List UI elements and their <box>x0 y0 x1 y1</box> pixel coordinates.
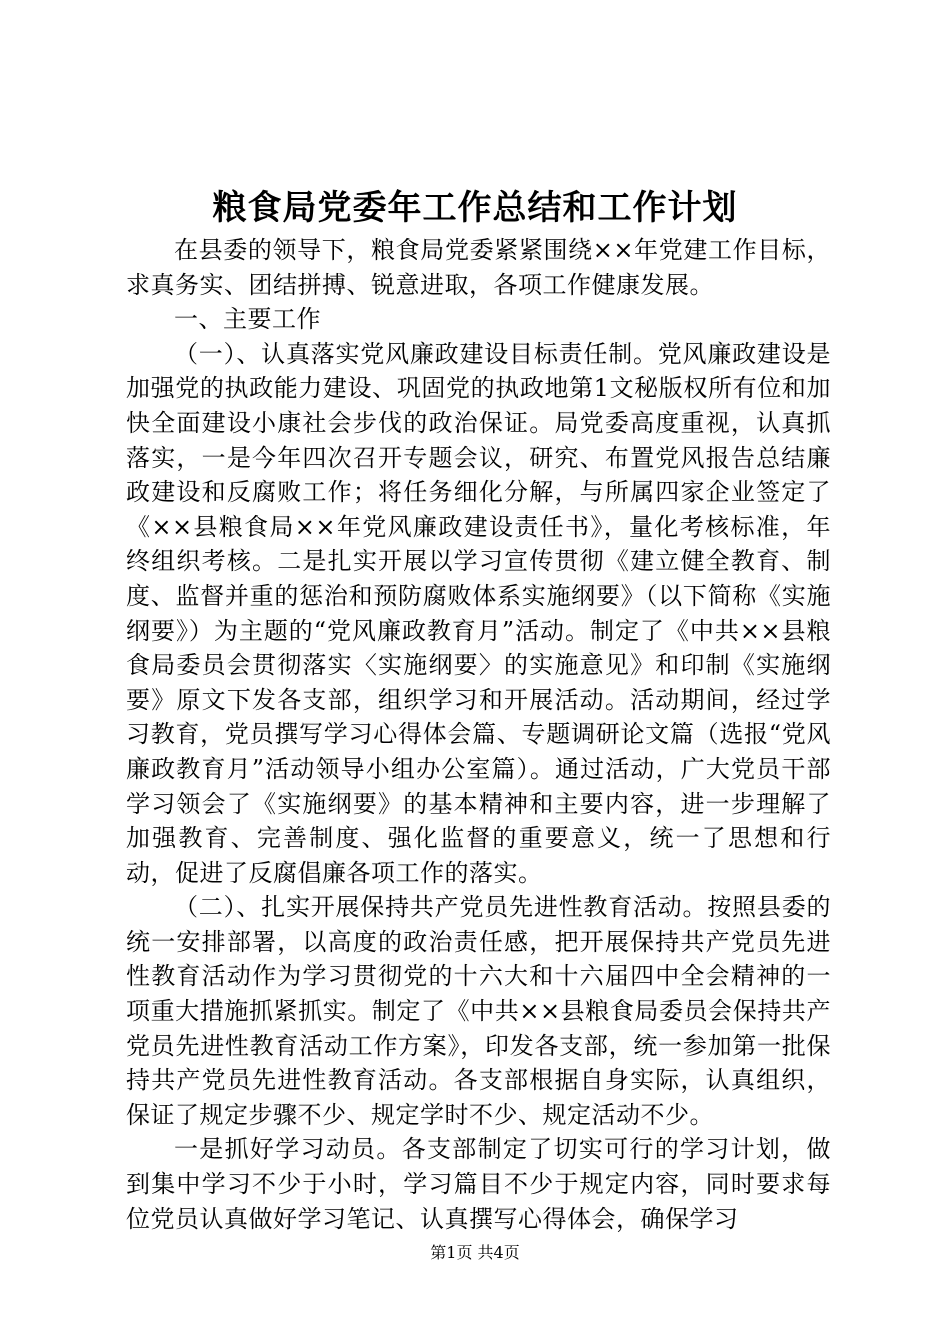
document-body <box>126 233 831 1236</box>
paragraph-study-mobilization: 一是抓好学习动员。各支部制定了切实可行的学习计划，做到集中学习不少于小时，学习篇目不少于规定内容，同时要求每位党员认真做好学习笔记、认真撰写心得体会，确保学习 <box>126 1135 831 1233</box>
paragraph-section-2: （二）、扎实开展保持共产党员先进性教育活动。按照县委的统一安排部署，以高度的政治责任感，把开展保持共产党员先进性教育活动作为学习贯彻党的十六大和十六届四中全会精神的一项重大措施抓紧抓实。制定了《中共××县粮食局委员会保持共产党员先进性教育活动工作方案》，印发各支部，统一参加第一批保持共产党员先进性教育活动。各支部根据自身实际，认真组织，保证了规定步骤不少、规定学时不少、规定活动不少。 <box>126 893 831 1129</box>
section-heading-main-work: 一、主要工作 <box>174 305 321 334</box>
intro-paragraph: 在县委的领导下，粮食局党委紧紧围绕××年党建工作目标，求真务实、团结拼搏、锐意进取，各项工作健康发展。 <box>126 236 831 299</box>
page-footer: 第1页 共4页 <box>430 1243 520 1262</box>
paragraph-section-1: （一）、认真落实党风廉政建设目标责任制。党风廉政建设是加强党的执政能力建设、巩固党的执政地第1文秘版权所有位和加快全面建设小康社会步伐的政治保证。局党委高度重视，认真抓落实，一是今年四次召开专题会议，研究、布置党风报告总结廉政建设和反腐败工作；将任务细化分解，与所属四家企业签定了《××县粮食局××年党风廉政建设责任书》，量化考核标准，年终组织考核。二是扎实开展以学习宣传贯彻《建立健全教育、制度、监督并重的惩治和预防腐败体系实施纲要》（以下简称《实施纲要》）为主题的“党风廉政教育月”活动。制定了《中共××县粮食局委员会贯彻落实〈实施纲要〉的实施意见》和印制《实施纲要》原文下发各支部，组织学习和开展活动。活动期间，经过学习教育，党员撰写学习心得体会篇、专题调研论文篇（选报“党风廉政教育月”活动领导小组办公室篇）。通过活动，广大党员干部学习领会了《实施纲要》的基本精神和主要内容，进一步理解了加强教育、完善制度、强化监督的重要意义，统一了思想和行动，促进了反腐倡廉各项工作的落实。 <box>126 339 831 887</box>
document-title: 粮食局党委年工作总结和工作计划 <box>212 188 738 228</box>
